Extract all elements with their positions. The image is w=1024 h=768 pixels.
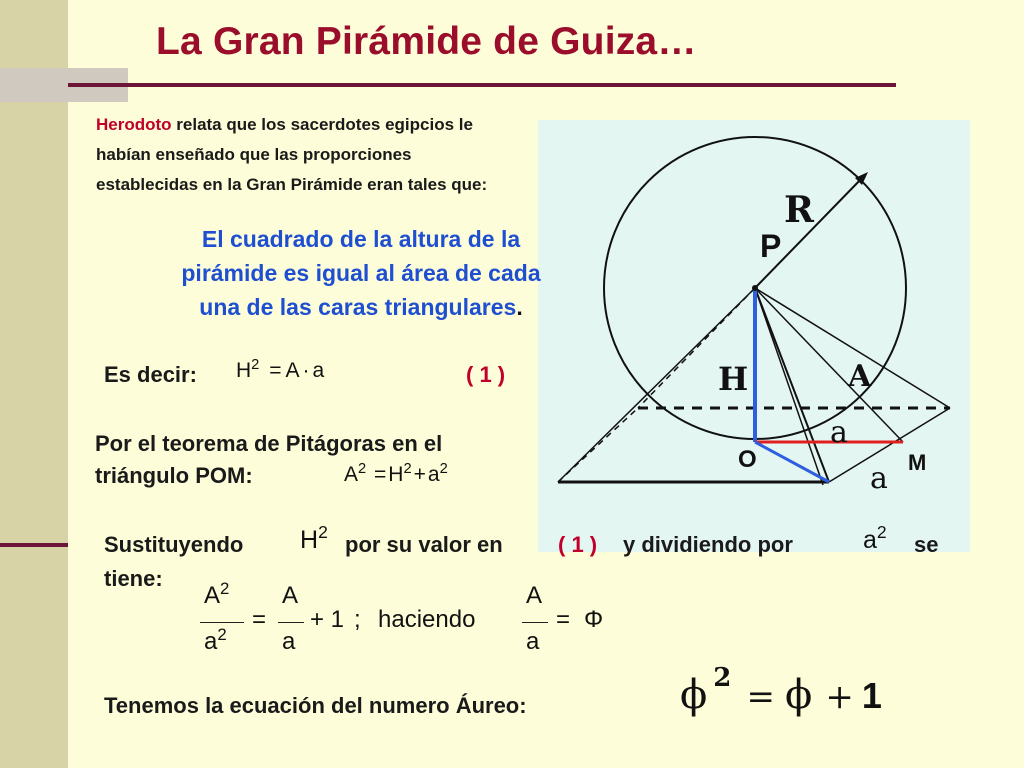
left-decor-bar	[0, 0, 68, 768]
sub-H: H	[300, 526, 319, 554]
sub-se: se	[914, 532, 939, 557]
frac1-num-exp: 2	[220, 578, 230, 598]
pyth-plus: +	[413, 463, 426, 486]
label-H: H	[718, 360, 749, 398]
intro-line-2: habían enseñado que las proporciones	[96, 145, 412, 164]
intro-paragraph	[96, 110, 487, 200]
frac3-bar	[522, 622, 548, 623]
pyth-exp-2: 2	[403, 460, 412, 477]
eq1-tag: ( 1 )	[466, 362, 506, 387]
golden-equals: =	[746, 677, 775, 717]
intro-line-3: establecidas en la Gran Pirámide eran tales que:	[96, 175, 488, 194]
label-A: A	[848, 359, 872, 394]
sub-tiene: tiene:	[104, 566, 163, 591]
label-a-base: a	[870, 461, 888, 496]
sub-H-exp: 2	[318, 522, 328, 543]
statement-line-1: El cuadrado de la altura de la	[201, 226, 521, 252]
golden-exp: 2	[713, 663, 732, 693]
eq1-a: a	[312, 359, 325, 382]
pyramid-statement	[136, 222, 586, 324]
intro-line-1	[96, 110, 487, 140]
golden-plus: +	[825, 677, 854, 717]
frac2-bar	[278, 622, 304, 623]
frac1-num-A: A	[204, 582, 221, 609]
frac3-den: a	[526, 628, 540, 655]
left-rule	[0, 543, 68, 547]
plus-one: + 1	[310, 606, 345, 633]
pythagoras-line-1: Por el teorema de Pitágoras en el	[95, 431, 443, 456]
frac1-den	[204, 624, 227, 656]
es-decir-label: Es decir:	[104, 362, 197, 387]
pyth-H: H	[388, 463, 404, 486]
pythagoras-formula	[344, 460, 448, 487]
label-a-slant: a	[830, 415, 848, 450]
derived-semicolon: ;	[354, 606, 361, 633]
statement-line-3	[136, 290, 586, 324]
sub-a: a	[863, 526, 877, 554]
pyth-a: a	[427, 463, 440, 486]
label-R: R	[784, 189, 814, 231]
label-O: O	[738, 446, 757, 473]
haciendo-text: haciendo	[378, 606, 476, 633]
label-M: M	[908, 450, 927, 475]
frac3-num: A	[526, 582, 543, 609]
derived-equals: =	[252, 606, 267, 633]
pythagoras-line-2: triángulo POM:	[95, 463, 253, 488]
frac1-bar	[200, 622, 244, 623]
pyth-exp-3: 2	[439, 460, 448, 477]
frac2-num: A	[282, 582, 299, 609]
frac1-den-a: a	[204, 628, 218, 655]
golden-equation	[680, 663, 882, 732]
statement-line-2: pirámide es igual al área de cada	[181, 260, 541, 286]
intro-line-1-text: relata que los sacerdotes egipcios le	[171, 115, 473, 134]
sub-H2	[300, 522, 328, 555]
sub-mid-text: por su valor en	[345, 532, 503, 557]
equation-1	[236, 356, 325, 383]
sub-a-exp: 2	[876, 522, 887, 543]
label-P: P	[760, 228, 782, 264]
slide-title: La Gran Pirámide de Guiza…	[156, 20, 697, 63]
golden-one: 1	[861, 675, 882, 716]
golden-label: Tenemos la ecuación del numero Áureo:	[104, 693, 527, 718]
pyth-equals: =	[374, 463, 387, 486]
sub-div-text: y dividiendo por	[623, 532, 793, 557]
eq1-dot: ·	[302, 359, 310, 382]
pyth-exp-1: 2	[358, 460, 367, 477]
herodoto-name: Herodoto	[96, 115, 172, 134]
sub-a2	[863, 522, 887, 555]
derived-equation	[200, 580, 660, 660]
eq1-A: A	[285, 359, 300, 382]
sustituyendo-word: Sustituyendo	[104, 532, 244, 557]
golden-phi: ϕ	[680, 672, 708, 718]
golden-phi-2: ϕ	[784, 672, 813, 718]
pyth-A: A	[344, 463, 359, 486]
frac1-den-exp: 2	[217, 624, 227, 644]
statement-line-3-text: una de las caras triangulares	[199, 294, 517, 320]
eq1-exp: 2	[251, 356, 260, 373]
sub-tag: ( 1 )	[558, 532, 598, 557]
eq1-H: H	[236, 359, 252, 382]
frac1-num	[204, 578, 230, 610]
title-rule	[68, 83, 896, 87]
eq1-equals: =	[269, 359, 282, 382]
frac2-den: a	[282, 628, 296, 655]
pyramid-diagram	[538, 120, 970, 552]
phi-symbol: Φ	[584, 606, 604, 633]
statement-period: .	[516, 294, 523, 320]
derived-equals-2: =	[556, 606, 571, 633]
apex-point	[752, 285, 758, 291]
